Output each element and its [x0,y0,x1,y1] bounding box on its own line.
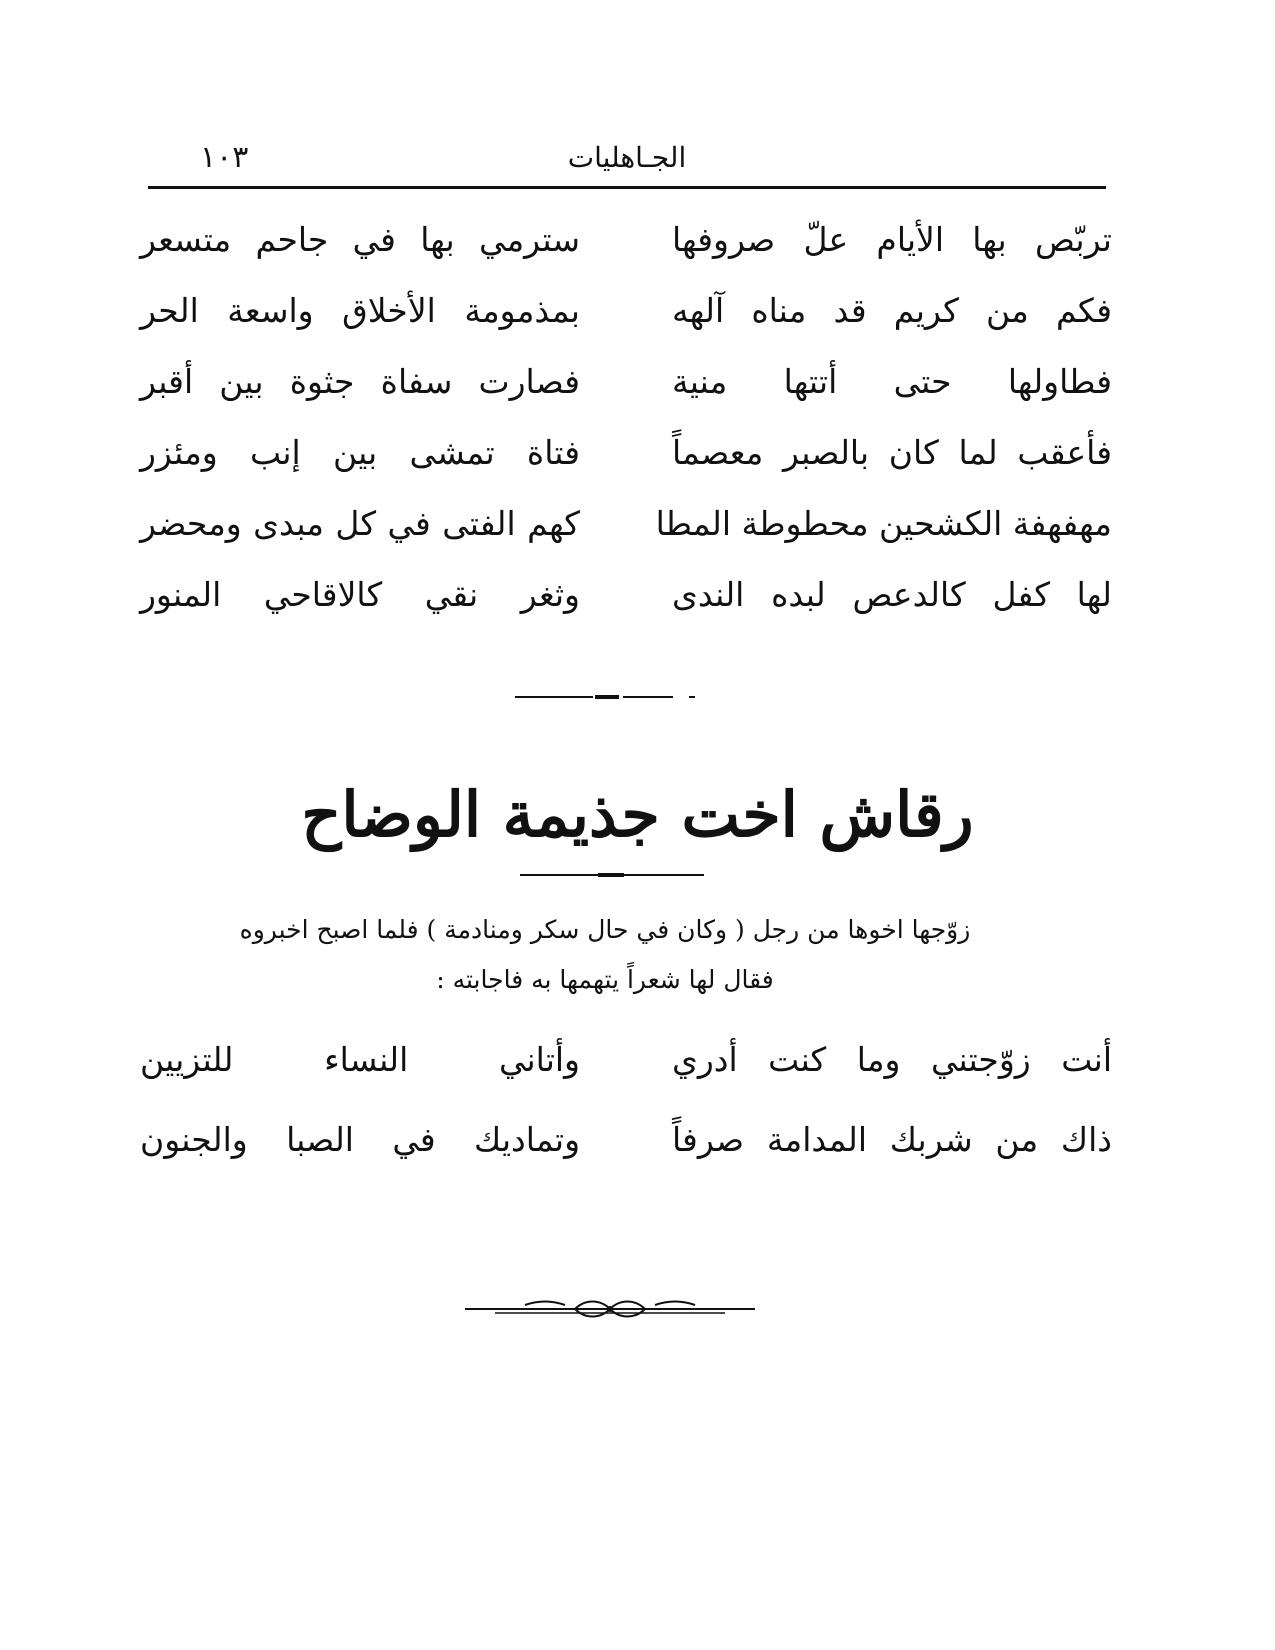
header-rule [148,186,1106,189]
first-hemistich: أنت زوّجتني وما كنت أدري [672,1040,1112,1079]
poem-1 [140,210,1112,636]
couplet [140,281,1112,352]
first-hemistich: لها كفل كالدعص لبده الندى [672,575,1112,614]
second-hemistich: فصارت سفاة جثوة بين أقبر [140,362,580,401]
couplet [140,494,1112,565]
first-hemistich: فطاولها حتى أتتها منية [672,362,1112,401]
couplet [140,565,1112,636]
section-separator [515,694,695,702]
running-title: الجـاهليات [567,141,687,174]
couplet [140,210,1112,281]
couplet [140,352,1112,423]
poem-2 [140,1030,1112,1190]
intro-line: زوّجها اخوها من رجل ( وكان في حال سكر ومنادمة ) فلما اصبح اخبروه [239,915,971,944]
second-hemistich: وأتاني النساء للتزيين [140,1040,580,1079]
couplet [140,423,1112,494]
running-header [148,138,1106,178]
second-hemistich: فتاة تمشى بين إنب ومئزر [140,433,580,472]
section-intro [170,905,1040,1005]
page-number: ١٠٣ [200,140,249,175]
first-hemistich: مهفهفة الكشحين محطوطة المطا [655,504,1112,543]
couplet [140,1110,1112,1190]
first-hemistich: فأعقب لما كان بالصبر معصماً [672,433,1112,472]
first-hemistich: ذاك من شربك المدامة صرفاً [672,1120,1112,1159]
second-hemistich: وتماديك في الصبا والجنون [140,1120,580,1159]
couplet [140,1030,1112,1110]
title-underline [520,872,710,880]
first-hemistich: تربّص بها الأيام علّ صروفها [672,220,1112,259]
second-hemistich: كهم الفتى في كل مبدى ومحضر [140,504,580,543]
section-title: رقاش اخت جذيمة الوضاح [301,778,974,851]
end-ornament [465,1296,755,1322]
second-hemistich: بمذمومة الأخلاق واسعة الحر [140,291,580,330]
first-hemistich: فكم من كريم قد مناه آلهه [672,291,1112,330]
second-hemistich: وثغر نقي كالاقاحي المنور [140,575,580,614]
intro-line: فقال لها شعراً يتهمها به فاجابته : [436,965,774,994]
second-hemistich: سترمي بها في جاحم متسعر [140,220,580,259]
